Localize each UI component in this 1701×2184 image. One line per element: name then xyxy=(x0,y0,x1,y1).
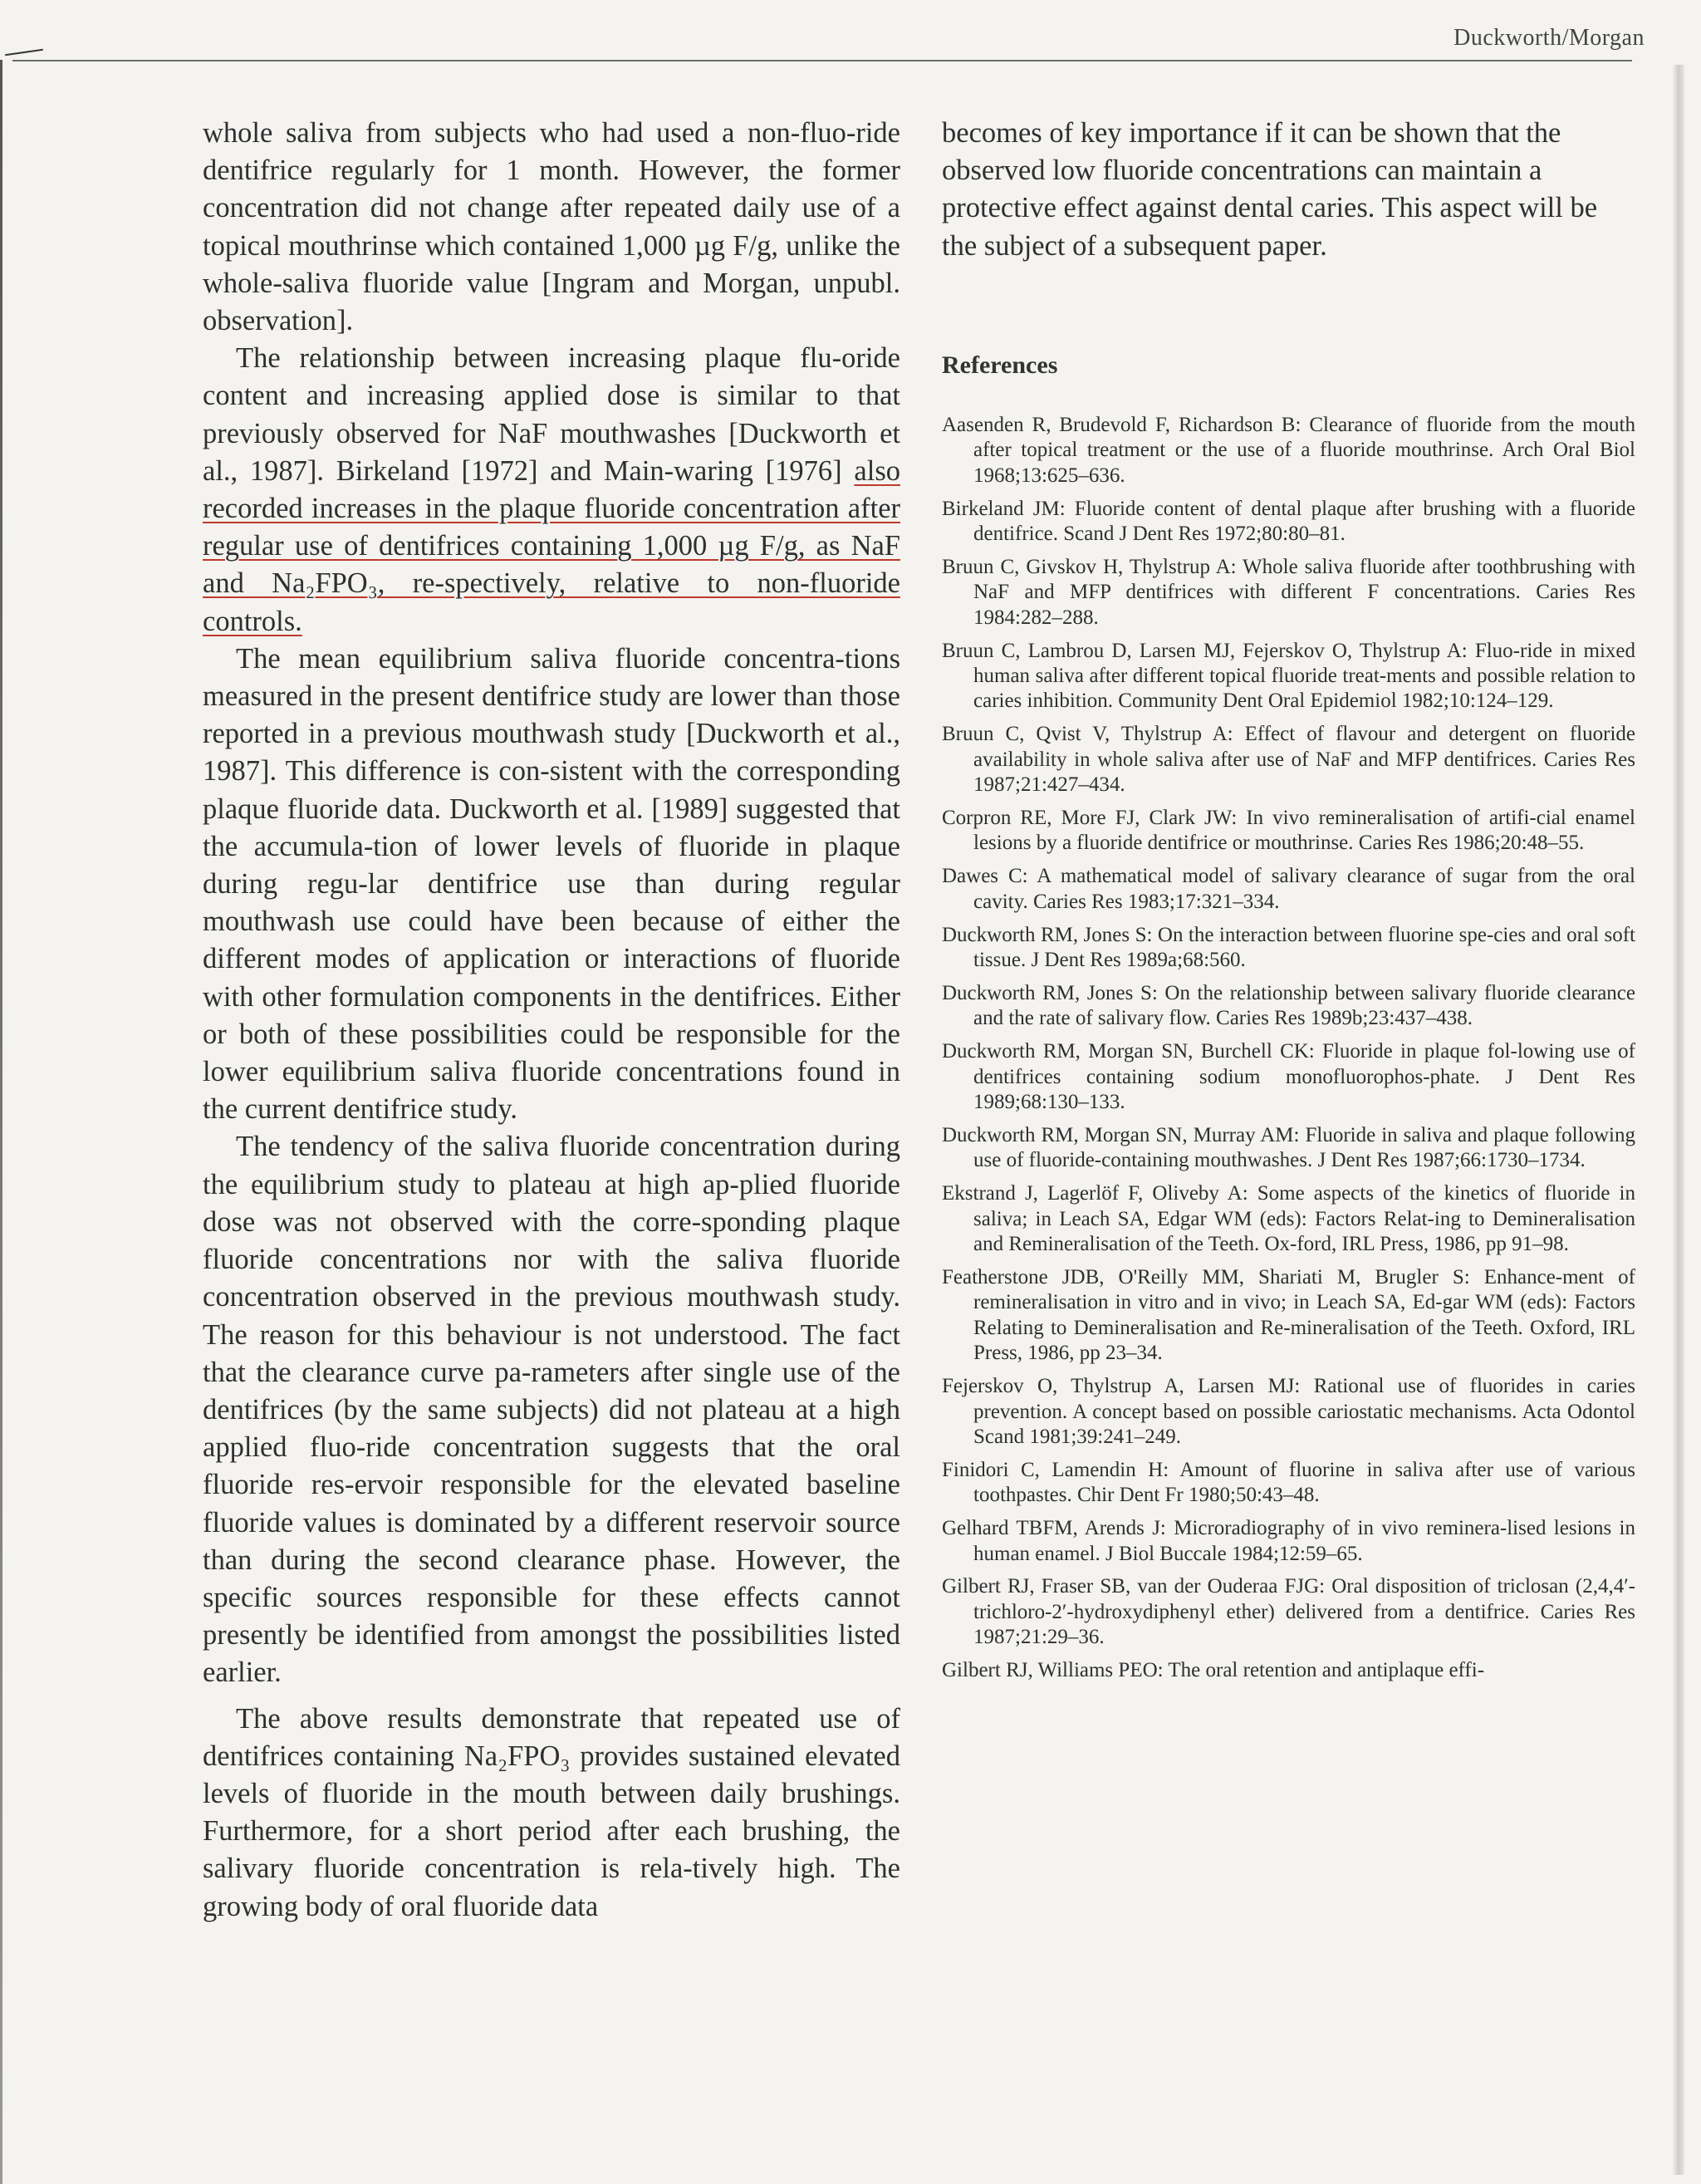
page-left-edge xyxy=(0,60,2,2184)
left-column xyxy=(203,115,900,1926)
body-paragraph: whole saliva from subjects who had used a non-fluo-ride dentifrice regularly for 1 month. However, the former concentration did not change after repeated daily use of a topical mouthrinse which contained 1,000 µg F/g, unlike the whole-saliva fluoride value [Ingram and Morgan, unpubl. observation]. xyxy=(203,117,900,337)
body-paragraph: The mean equilibrium saliva fluoride concentra-tions measured in the present dentifrice study are lower than those reported in a previous mouthwash study [Duckworth et al., 1987]. This difference is con-sistent with the corresponding plaque fluoride data. Duckworth et al. [1989] suggested that the accumula-tion of lower levels of fluoride in plaque during regu-lar dentifrice use than during regular mouthwash use could have been because of either the different modes of application or interactions of fluoride with other formulation components in the dentifrices. Either or both of these possibilities could be responsible for the lower equilibrium saliva fluoride concentrations found in the current dentifrice study. xyxy=(203,642,900,1126)
reference-item: Duckworth RM, Morgan SN, Murray AM: Fluoride in saliva and plaque following use of fluoride-containing mouthwashes. J Dent Res 1987;66:1730–1734. xyxy=(942,1123,1635,1172)
reference-item: Dawes C: A mathematical model of salivary clearance of sugar from the oral cavity. Caries Res 1983;17:321–334. xyxy=(942,865,1635,913)
body-paragraph: The above results demonstrate that repeated use of dentifrices containing Na₂FPO₃ provides sustained elevated levels of fluoride in the mouth between daily brushings. Furthermore, for a short period after each brushing, the salivary fluoride concentration is rela-tively high. The growing body of oral fluoride data xyxy=(203,1702,900,1922)
reference-item: Gilbert RJ, Fraser SB, van der Ouderaa FJG: Oral disposition of triclosan (2,4,4′-trichloro-2′-hydroxydiphenyl ether) delivered from a dentifrice. Caries Res 1987;21:29–36. xyxy=(942,1575,1635,1649)
body-paragraph: The tendency of the saliva fluoride concentration during the equilibrium study to plateau at high ap-plied fluoride dose was not observed with the corre-sponding plaque fluoride concentrations nor with the saliva fluoride concentration observed in the previous mouthwash study. The reason for this behaviour is not understood. The fact that the clearance curve pa-rameters after single use of the dentifrices (by the same subjects) did not plateau at a high applied fluo-ride concentration suggests that the oral fluoride res-ervoir responsible for the elevated baseline fluoride values is dominated by a different reservoir source than during the second clearance phase. However, the specific sources responsible for these effects cannot presently be identified from amongst the possibilities listed earlier. xyxy=(203,1131,900,1689)
paragraph-text: The relationship between increasing plaque flu-oride content and increasing applied dose is similar to that previously observed for NaF mouthwashes [Duckworth et al., 1987]. Birkeland [1972] and Main-waring [1976] xyxy=(203,342,900,487)
reference-item: Gilbert RJ, Williams PEO: The oral retention and antiplaque effi- xyxy=(942,1659,1485,1682)
reference-item: Duckworth RM, Jones S: On the interaction between fluorine spe-cies and oral soft tissue. J Dent Res 1989a;68:560. xyxy=(942,923,1635,972)
reference-item: Ekstrand J, Lagerlöf F, Oliveby A: Some aspects of the kinetics of fluoride in saliva; in Leach SA, Edgar WM (eds): Factors Relat-ing to Demineralisation and Remineralisation of the Teeth. Ox-ford, IRL Press, 1986, pp 91–98. xyxy=(942,1182,1635,1256)
reference-item: Bruun C, Lambrou D, Larsen MJ, Fejerskov O, Thylstrup A: Fluo-ride in mixed human saliva after different topical fluoride treat-ments and possible relation to caries inhibition. Community Dent Oral Epidemiol 1982;10:124–129. xyxy=(942,639,1635,713)
running-head: Duckworth/Morgan xyxy=(1453,25,1645,51)
reference-item: Aasenden R, Brudevold F, Richardson B: Clearance of fluoride from the mouth after topical treatment or the use of a fluoride mouthrinse. Arch Oral Biol 1968;13:625–636. xyxy=(942,413,1635,487)
reference-item: Duckworth RM, Morgan SN, Burchell CK: Fluoride in plaque fol-lowing use of dentifrices containing sodium monofluorophos-phate. J Dent Res 1989;68:130–133. xyxy=(942,1040,1635,1114)
reference-item: Fejerskov O, Thylstrup A, Larsen MJ: Rational use of fluorides in caries prevention. A concept based on possible cariostatic mechanisms. Acta Odontol Scand 1981;39:241–249. xyxy=(942,1375,1635,1448)
body-paragraph xyxy=(203,340,900,640)
red-underlined-passage: also recorded increases in the plaque fluoride concentration after regular use of dentifrices containing 1,000 µg F/g, as NaF and Na₂FPO₃, re-spectively, relative to non-fluoride controls. xyxy=(203,454,900,637)
header-rule xyxy=(12,60,1632,61)
reference-item: Corpron RE, More FJ, Clark JW: In vivo remineralisation of artifi-cial enamel lesions by a fluoride dentifrice or mouthrinse. Caries Res 1986;20:48–55. xyxy=(942,807,1635,855)
reference-list xyxy=(942,413,1635,1684)
reference-item: Finidori C, Lamendin H: Amount of fluorine in saliva after use of various toothpastes. Chir Dent Fr 1980;50:43–48. xyxy=(942,1458,1635,1507)
right-column xyxy=(942,115,1635,1691)
reference-item: Duckworth RM, Jones S: On the relationship between salivary fluoride clearance and the rate of salivary flow. Caries Res 1989b;23:437–438. xyxy=(942,981,1635,1030)
body-paragraph: becomes of key importance if it can be shown that the observed low fluoride concentrations can maintain a protective effect against dental caries. This aspect will be the subject of a subsequent paper. xyxy=(942,117,1598,262)
reference-item: Featherstone JDB, O'Reilly MM, Shariati M, Brugler S: Enhance-ment of remineralisation in vitro and in vivo; in Leach SA, Ed-gar WM (eds): Factors Relating to Demineralisation and Re-mineralisation of the Teeth. Oxford, IRL Press, 1986, pp 23–34. xyxy=(942,1266,1635,1365)
reference-item: Bruun C, Qvist V, Thylstrup A: Effect of flavour and detergent on fluoride availability in whole saliva after use of NaF and MFP dentifrices. Caries Res 1987;21:427–434. xyxy=(942,723,1635,797)
reference-item: Bruun C, Givskov H, Thylstrup A: Whole saliva fluoride after toothbrushing with NaF and MFP dentifrices with different F concentrations. Caries Res 1984:282–288. xyxy=(942,555,1635,629)
page-binding-shadow xyxy=(1673,65,1684,2175)
references-heading: References xyxy=(942,351,1058,379)
reference-item: Gelhard TBFM, Arends J: Microradiography of in vivo reminera-lised lesions in human enamel. J Biol Buccale 1984;12:59–65. xyxy=(942,1517,1635,1565)
scan-corner-mark xyxy=(5,49,43,56)
reference-item: Birkeland JM: Fluoride content of dental plaque after brushing with a fluoride dentifrice. Scand J Dent Res 1972;80:80–81. xyxy=(942,497,1635,545)
